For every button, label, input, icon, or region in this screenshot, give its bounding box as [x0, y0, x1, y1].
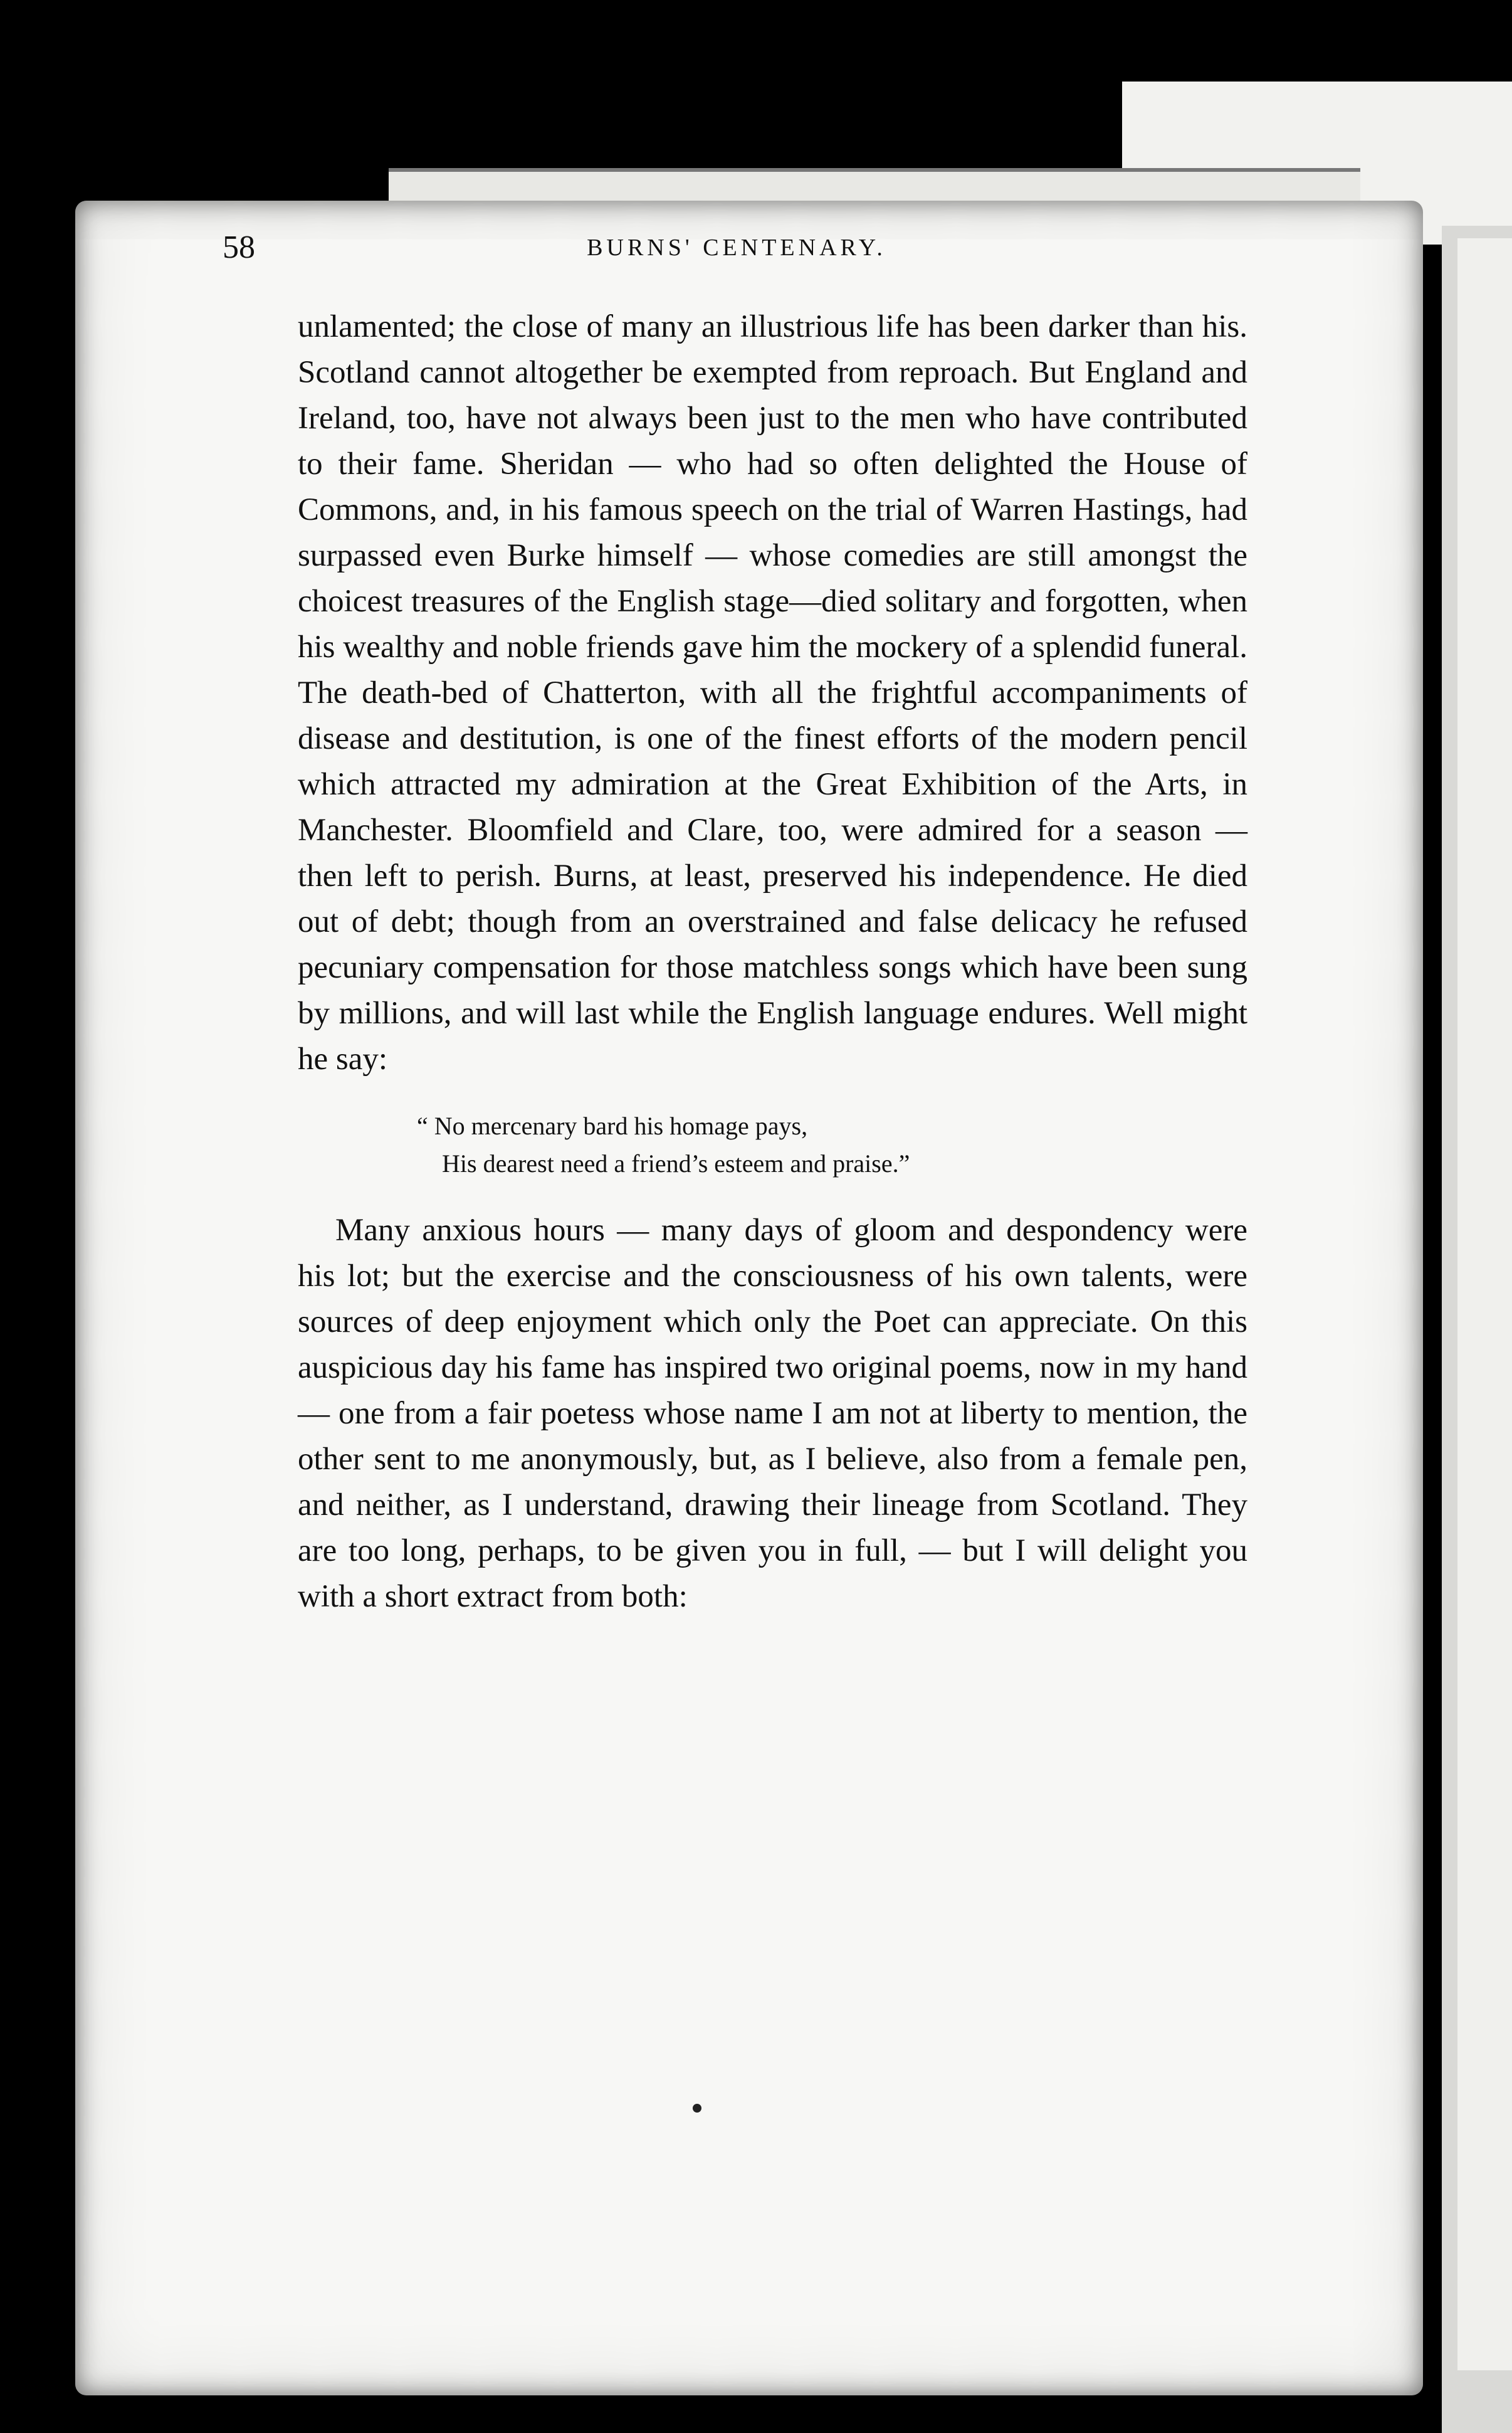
page-body [298, 304, 1247, 1620]
page-number: 58 [223, 230, 255, 265]
paragraph-2: Many anxious hours — many days of gloom and despondency were his lot; but the exercise and the consciousness of his own talents, were sources of deep enjoyment which only the Poet can appreciate. On this auspicious day his fame has inspired two original poems, now in my hand — one from a fair poetess whose name I am not at liberty to mention, the other sent to me anonymously, but, as I believe, also from a female pen, and neither, as I understand, drawing their lineage from Scotland. They are too long, perhaps, to be given you in full, — but I will delight you with a short extract from both: [298, 1213, 1247, 1614]
paragraph-1: unlamented; the close of many an illustrious life has been darker than his. Scotland cannot altogether be exempted from reproach. But England and Ireland, too, have not always been just to the men who have contributed to their fame. Sheridan — who had so often delighted the House of Commons, and, in his famous speech on the trial of Warren Hastings, had surpassed even Burke himself — whose comedies are still amongst the choicest treasures of the English stage—died solitary and forgotten, when his wealthy and noble friends gave him the mockery of a splendid funeral. The death-bed of Chatterton, with all the frightful accompaniments of disease and destitution, is one of the finest efforts of the modern pencil which attracted my admiration at the Great Exhibition of the Arts, in Manchester. Bloomfield and Clare, too, were admired for a season — then left to perish. Burns, at least, preserved his independence. He died out of debt; though from an overstrained and false delicacy he refused pecuniary compensation for those matchless songs which have been sung by millions, and will last while the English language endures. Well might he say: [298, 309, 1247, 1077]
page-header [223, 216, 1251, 292]
verse-line-2: His dearest need a friend’s esteem and praise.” [442, 1149, 910, 1178]
adjacent-page-edge-inner [1457, 238, 1512, 2370]
verse-quote [417, 1107, 1247, 1183]
verse-line-1: “ No mercenary bard his homage pays, [417, 1112, 808, 1140]
running-head: BURNS' CENTENARY. [587, 235, 886, 261]
page-mark-dot [693, 2104, 701, 2113]
